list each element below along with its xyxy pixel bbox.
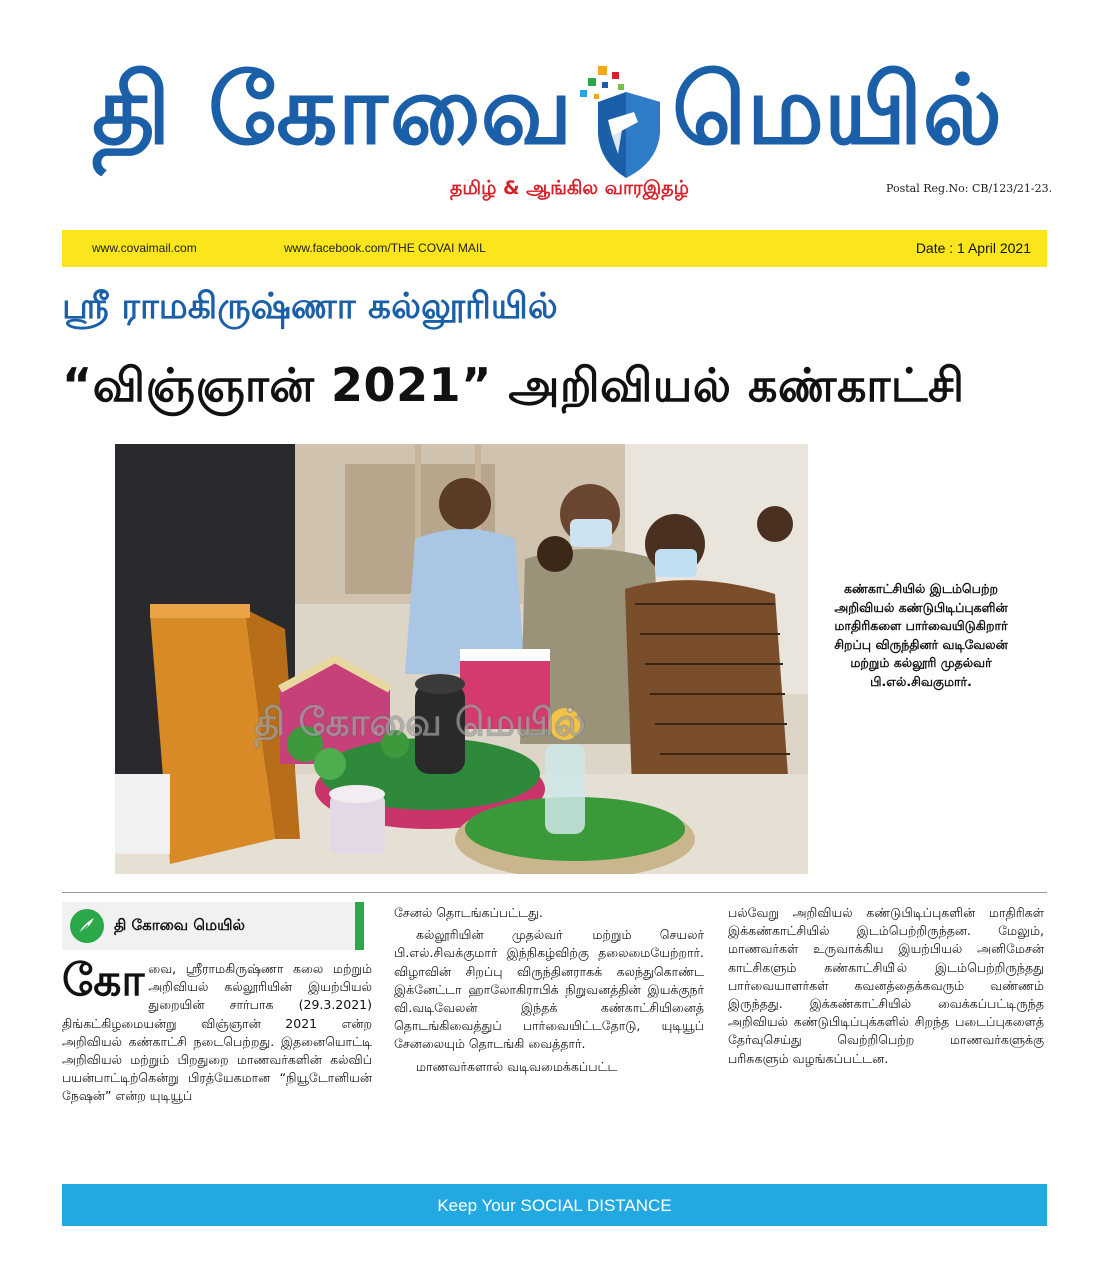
quill-pen-icon — [70, 909, 104, 943]
byline-box — [62, 902, 364, 950]
drop-cap: கோ — [62, 955, 145, 1006]
column-2-paragraph-2: கல்லூரியின் முதல்வா் மற்றும் செயலர் பி.எல்.சிவக்குமார் இந்நிகழ்விற்கு தலைமையேற்றார். விழாவின் சிறப்பு விருந்தினராகக் கலந்துகொண்ட இக்னேட்டா ஹாலோகிராபிக் நிறுவனத்தின் இயக்குநர் வி.வடிவேலன் இந்தக் கண்காட்சியினைத் தொடங்கிவைத்துப் பார்வையிட்டதோடு, யுடியூப் சேனலையும் தொடங்கி வைத்தார். — [394, 927, 704, 1052]
issue-date: Date : 1 April 2021 — [915, 240, 1031, 256]
shield-logo-icon — [568, 62, 678, 180]
divider — [62, 892, 1047, 893]
article-column-3 — [728, 904, 1044, 1068]
postal-registration: Postal Reg.No: CB/123/21-23. — [886, 182, 1053, 195]
article-headline: “விஞ்ஞான் 2021” அறிவியல் கண்காட்சி — [62, 358, 965, 412]
article-column-2 — [394, 904, 704, 1076]
info-bar — [62, 230, 1047, 267]
article-kicker: ஸ்ரீ ராமகிருஷ்ணா கல்லூரியில் — [62, 286, 558, 327]
photo-watermark: தி கோவை மெயில் — [254, 700, 586, 744]
column-1-text: வை, ஸ்ரீராமகிருஷ்ணா கலை மற்றும் அறிவியல் கல்லூரியின் இயற்பியல் துறையின் சார்பாக (29.3.2021) திங்கட்கிழமையன்று விஞ்ஞான் 2021 என்ற அறிவியல் கண்காட்சி நடைபெற்றது. இதனையொட்டி அறிவியல் மற்றும் பிறதுறை மாணவர்களின் கல்விப் பயன்பாட்டிற்கென்று பிரத்யேகமான “நியூடோனியன் நேஷன்” என்ற யுடியூப் — [62, 961, 372, 1104]
facebook-link[interactable]: www.facebook.com/THE COVAI MAIL — [284, 241, 486, 255]
byline-name: தி கோவை மெயில் — [114, 916, 245, 934]
masthead-title-right: மெயில் — [672, 54, 1003, 166]
footer-text: Keep Your SOCIAL DISTANCE — [437, 1196, 672, 1215]
article-column-1 — [62, 955, 372, 1106]
masthead-title-left: தி கோவை — [92, 54, 575, 166]
column-3-text: பல்வேறு அறிவியல் கண்டுபிடிப்புகளின் மாதிரிகள் இக்கண்காட்சியில் இடம்பெற்றிருந்தன. மேலும், மாணவர்கள் உருவாக்கிய இயற்பியல் அனிமேசன் காட்சிகளும் கண்காட்சியி்ல் இடம்பெற்றிருந்தது பார்வையாளர்கள் கவனத்தைக்கவரும் வண்ணம் இருந்தது. இக்கண்காட்சியில் வைக்கப்பட்டிருந்த அறிவியல் கண்டுபிடிப்புக்களில் சிறந்த படைப்புகளைத் தேர்வுசெய்து வெற்றிபெற்ற மாணவர்களுக்கு பரிசுகளும் வழங்கப்பட்டன. — [728, 905, 1044, 1066]
footer-banner — [62, 1184, 1047, 1226]
column-2-paragraph-1: சேனல் தொடங்கப்பட்டது. — [394, 905, 543, 920]
photo-caption: கண்காட்சியில் இடம்பெற்ற அறிவியல் கண்டுபிடிப்புகளின் மாதிரிகளை பார்வையிடுகிறார் சிறப்பு விருந்தினர் வடிவேலன் மற்றும் கல்லூரி முதல்வர் பி.எல்.சிவகுமார். — [834, 581, 1008, 689]
column-2-paragraph-3: மாணவர்களால் வடிவமைக்கப்பட்ட — [416, 1058, 618, 1074]
masthead-subtitle: தமிழ் & ஆங்கில வாரஇதழ் — [450, 177, 689, 199]
article-photo — [115, 444, 808, 874]
masthead — [0, 0, 1108, 220]
website-link[interactable]: www.covaimail.com — [92, 241, 197, 255]
